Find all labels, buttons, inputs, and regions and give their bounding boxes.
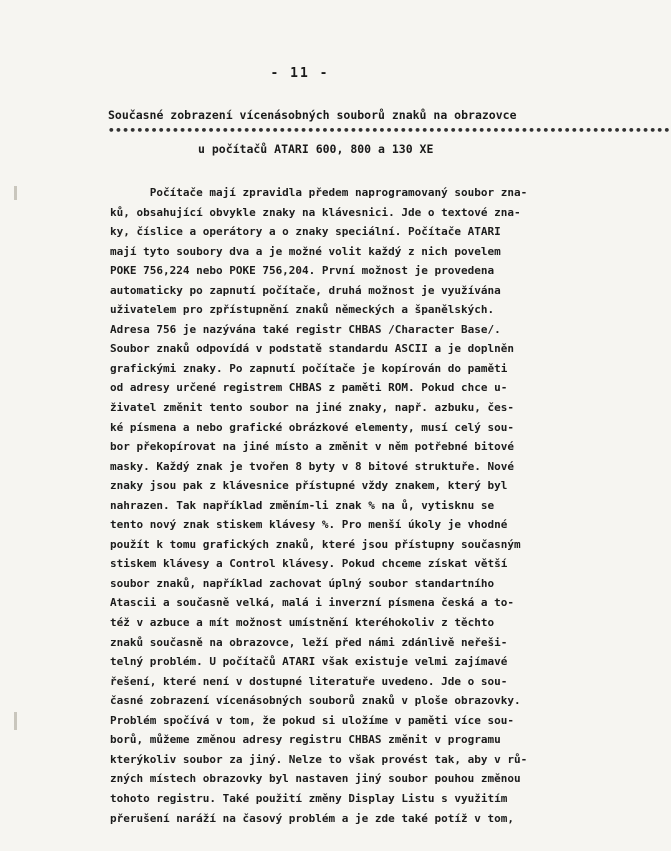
text-line: ky, číslice a operátory a o znaky speciální. Počítače ATARI xyxy=(110,225,501,239)
heading-line-2: u počítačů ATARI 600, 800 a 130 XE xyxy=(198,142,434,156)
text-line: kterýkoliv soubor za jiný. Nelze to však provést tak, aby v rů- xyxy=(110,752,528,766)
text-line: ků, obsahující obvykle znaky na klávesnici. Jde o textové zna- xyxy=(110,205,521,219)
text-line: soubor znaků, například zachovat úplný soubor standartního xyxy=(110,576,495,590)
text-line: tento nový znak stiskem klávesy %. Pro menší úkoly je vhodné xyxy=(110,518,508,532)
text-line: grafickými znaky. Po zapnutí počítače je kopírován do paměti xyxy=(110,361,508,375)
text-line: Atascii a současně velká, malá i inverzní písmena česká a to- xyxy=(110,596,514,610)
text-line: mají tyto soubory dva a je možné volit každý z nich povelem xyxy=(110,244,501,258)
text-line: masky. Každý znak je tvořen 8 byty v 8 bitové struktuře. Nové xyxy=(110,459,514,473)
text-line: tohoto registru. Také použití změny Display Listu s využitím xyxy=(110,791,508,805)
text-line: od adresy určené registrem CHBAS z paměti ROM. Pokud chce u- xyxy=(110,381,508,395)
text-line: POKE 756,224 nebo POKE 756,204. První možnost je provedena xyxy=(110,264,495,278)
text-line: automaticky po zapnutí počítače, druhá možnost je využívána xyxy=(110,283,501,297)
text-line: ké písmena a nebo grafické obrázkové elementy, musí celý sou- xyxy=(110,420,514,434)
text-line: Počítače mají zpravidla předem naprogramovaný soubor zna- xyxy=(110,186,528,199)
text-line: Adresa 756 je nazývána také registr CHBAS /Character Base/. xyxy=(110,322,501,336)
heading-line-1: Současné zobrazení vícenásobných souborů znaků na obrazovce xyxy=(108,108,517,122)
text-line: též v azbuce a mít možnost umístnění kteréhokoliv z těchto xyxy=(110,616,495,630)
text-line: nahrazen. Tak například změním-li znak % na ů, vytisknu se xyxy=(110,498,495,512)
text-line: přerušení naráží na časový problém a je zde také potíž v tom, xyxy=(110,811,514,825)
text-line: zných místech obrazovky byl nastaven jiný soubor pouhou změnou xyxy=(110,772,521,786)
text-line: uživatelem pro zpřístupnění znaků německých a španělských. xyxy=(110,303,495,317)
text-line: telný problém. U počítačů ATARI však existuje velmi zajímavé xyxy=(110,655,508,669)
page-number: - 11 - xyxy=(270,66,330,81)
text-line: Soubor znaků odpovídá v podstatě standardu ASCII a je doplněn xyxy=(110,342,514,356)
margin-mark-top xyxy=(14,186,17,200)
text-line: časné zobrazení vícenásobných souborů znaků v ploše obrazovky. xyxy=(110,694,521,708)
body-text xyxy=(110,183,555,828)
text-line: stiskem klávesy a Control klávesy. Pokud chceme získat větší xyxy=(110,557,508,571)
text-line: znaků současně na obrazovce, leží před námi zdánlivě neřeši- xyxy=(110,635,508,649)
text-line: bor překopírovat na jiné místo a změnit v něm potřebné bitové xyxy=(110,440,514,454)
text-line: borů, můžeme změnou adresy registru CHBAS změnit v programu xyxy=(110,733,501,747)
text-line: řešení, které není v dostupné literatuře uvedeno. Jde o sou- xyxy=(110,674,508,688)
text-line: znaky jsou pak z klávesnice přístupné vždy znakem, který byl xyxy=(110,479,508,493)
text-line: živatel změnit tento soubor na jiné znaky, např. azbuku, čes- xyxy=(110,401,514,415)
text-line: použít k tomu grafických znaků, které jsou přístupny současným xyxy=(110,537,521,551)
text-line: Problém spočívá v tom, že pokud si uložíme v paměti více sou- xyxy=(110,713,514,727)
margin-mark-bottom xyxy=(14,712,17,730)
heading-dotted-underline: ••••••••••••••••••••••••••••••••••••••••••••••••••••••••••••••••••••••••••••••• xyxy=(108,124,671,137)
